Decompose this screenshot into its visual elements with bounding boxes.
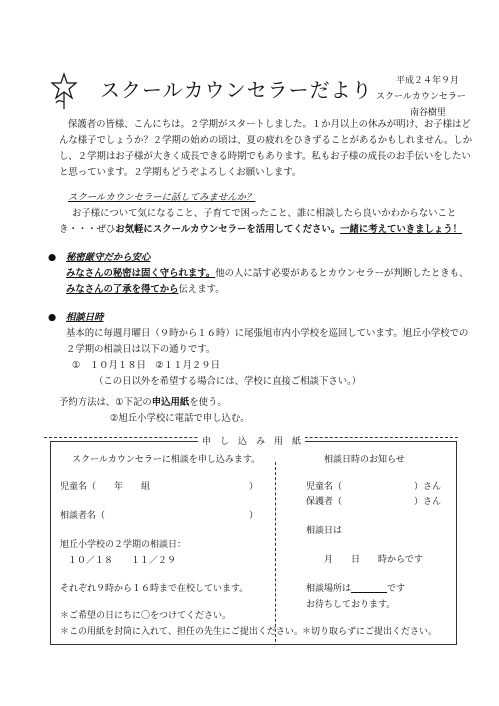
author-name: 南谷樹里 [410, 108, 447, 118]
form-left-heading: スクールカウンセラーに相談を申し込みます。 [72, 455, 261, 465]
booking-line-1-pre: 予約方法は、①下記の [59, 397, 152, 408]
form-right-cut-note: ＊切り取らずにご提出ください。 [302, 627, 438, 637]
issue-date: 平成２４年９月 [396, 76, 460, 86]
intro-line-2: んな様子でしょうか？２学期の始めの頃は、夏の疲れをひきずることがあるかもしれません。しか [59, 135, 473, 146]
flower-icon [50, 70, 78, 110]
intro-line-1: 保護者の皆様、こんにちは。２学期がスタートしました。１か月以上の休みが明け、お子様はど [68, 119, 471, 130]
privacy-line-1-bold: みなさんの秘密は固く守られます。 [66, 268, 216, 279]
form-right-guardian[interactable]: 保護者（ ）さん [306, 497, 442, 507]
consult-line-1: お子様について気になること、子育てで困ったこと、誰に相談したら良いかわからないこと [72, 208, 457, 219]
form-dates-values[interactable]: １０／１８ １１／２９ [68, 556, 177, 566]
consult-line-2-bold: お気軽にスクールカウンセラーを活用してください。 [115, 224, 341, 235]
schedule-line-1: 基本的に毎週月曜日（９時から１６時）に尾張旭市内小学校を巡回しています。旭丘小学校での [66, 328, 469, 339]
schedule-line-2: ２学期の相談日は以下の通りです。 [66, 344, 216, 355]
author-role: スクールカウンセラー [376, 92, 466, 102]
intro-line-3: し、２学期はお子様が大きく成長できる時期でもあります。私もお子様の成長のお手伝いをしたい [59, 151, 471, 162]
page-title: スクールカウンセラーだより [100, 78, 373, 102]
booking-line-1 [59, 395, 227, 412]
privacy-line-1-rest: 他の人に話す必要があるとカウンセラーが判断したときも、 [215, 268, 469, 279]
privacy-line-2 [66, 282, 225, 299]
form-divider [275, 462, 276, 642]
booking-line-2: ②旭丘小学校に電話で申し込む。 [110, 413, 250, 424]
privacy-heading: 秘密厳守だから安心 [66, 252, 151, 263]
schedule-dates: ① １０月１８日 ②１１月２９日 [72, 360, 221, 371]
form-right-date-label: 相談日は [306, 526, 343, 536]
form-right-wait: お待ちしております。 [306, 600, 396, 610]
form-right-place-blank[interactable] [351, 584, 387, 594]
form-right-date-fill[interactable]: 月 日 時からです [324, 555, 423, 565]
privacy-line-2-bold: みなさんの了承を得てから [66, 284, 179, 295]
consult-heading: スクールカウンセラーに話してみませんか？ [68, 192, 256, 203]
booking-line-1-bold: 申込用紙 [151, 397, 190, 408]
consult-line-2-under: 一緒に考えていきましょう！ [340, 224, 462, 235]
schedule-heading: 相談日時 [66, 312, 104, 323]
consult-line-2 [59, 222, 462, 239]
schedule-note: （この日以外を希望する場合には、学校に直接ご相談下さい。） [94, 376, 362, 387]
form-consulter-field[interactable]: 相談者名（ ） [60, 511, 259, 521]
form-right-heading: 相談日時のお知らせ [324, 455, 405, 465]
form-right-place-pre: 相談場所は [306, 584, 352, 594]
intro-line-4: と思っています。２学期もどうぞよろしくお願いします。 [59, 167, 302, 178]
form-note-1: ＊ご希望の日にちに〇をつけてください。 [60, 611, 232, 621]
schedule-bullet: ● [48, 312, 57, 323]
form-hours: それぞれ９時から１６時まで在校しています。 [60, 584, 249, 594]
form-note-2: ＊この用紙を封筒に入れて、担任の先生にご提出ください。 [60, 627, 303, 637]
form-dates-label: 旭丘小学校の２学期の相談日： [60, 540, 187, 550]
booking-line-1-post: を使う。 [189, 397, 227, 408]
form-right-place-post: です [387, 584, 406, 594]
form-right-student[interactable]: 児童名（ ）さん [306, 482, 442, 492]
privacy-line-1 [66, 266, 468, 283]
privacy-bullet: ● [48, 252, 57, 263]
consult-line-2-pre: き・・・ぜひ [59, 224, 116, 235]
form-title: 申 し 込 み 用 紙 [198, 434, 305, 447]
form-right-place [306, 581, 405, 594]
form-student-field[interactable]: 児童名（ 年 組 ） [60, 482, 259, 492]
privacy-line-2-rest: 伝えます。 [178, 284, 225, 295]
